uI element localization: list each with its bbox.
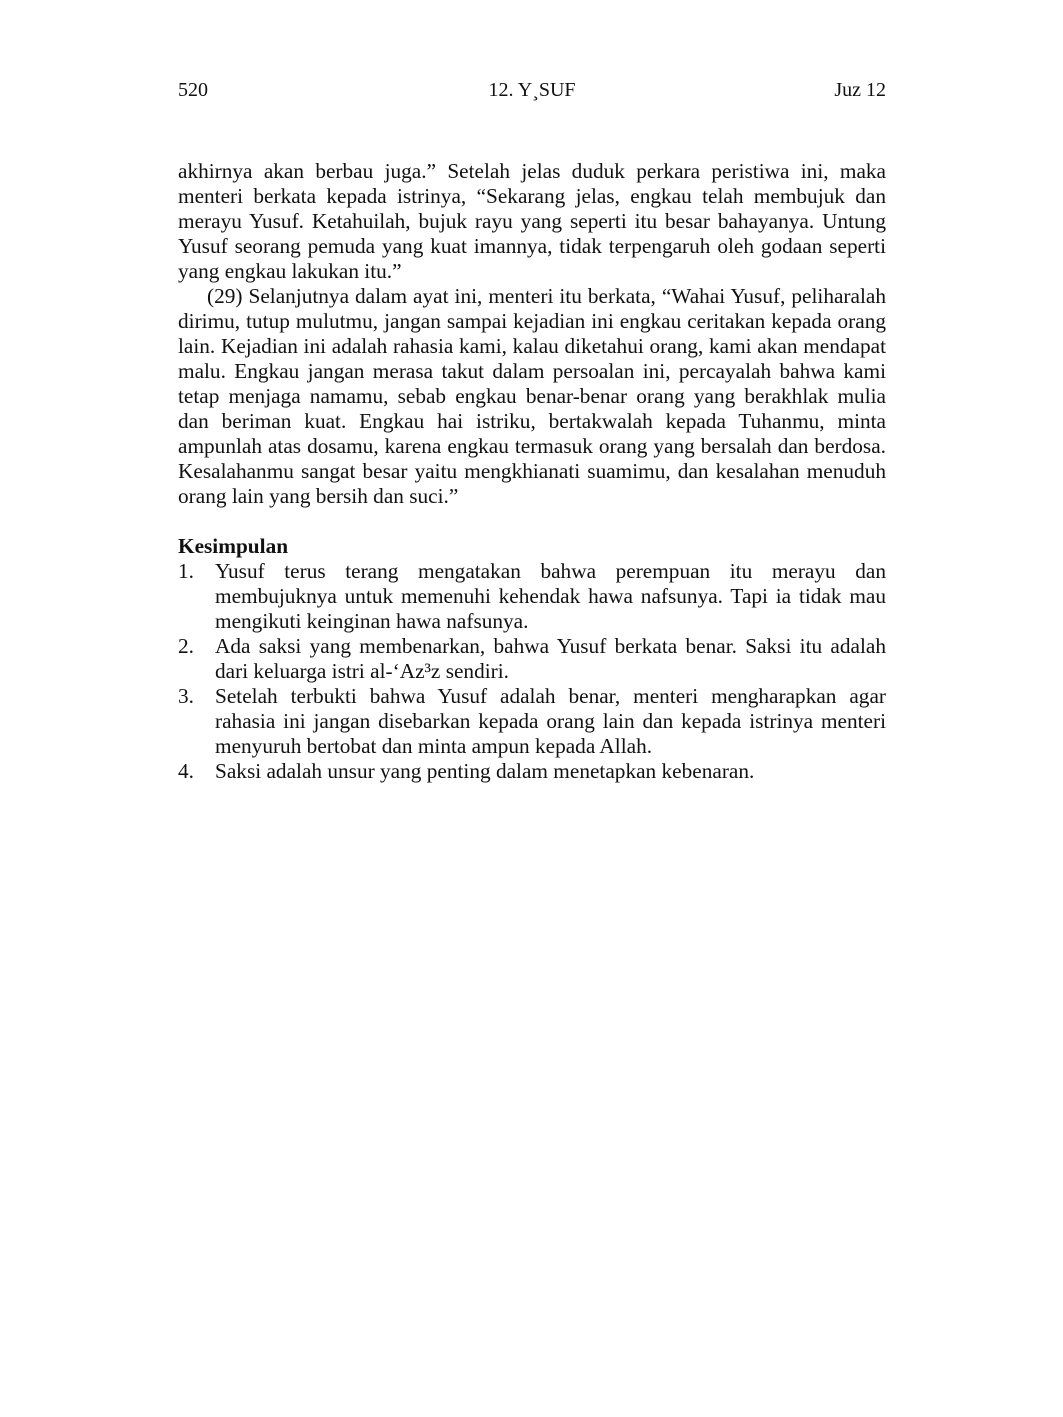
running-header (178, 76, 886, 104)
item-number: 2. (178, 634, 194, 658)
item-text: Ada saksi yang membenarkan, bahwa Yusuf berkata benar. Saksi itu adalah dari keluarga istri al-‘Az³z sendiri. (215, 634, 886, 683)
paragraph-verse-29: (29) Selanjutnya dalam ayat ini, menteri itu berkata, “Wahai Yusuf, peliharalah dirimu, tutup mulutmu, jangan sampai kejadian ini engkau ceritakan kepada orang lain. Kejadian ini adalah rahasia kami, kalau diketahui orang, kami akan mendapat malu. Engkau jangan merasa takut dalam persoalan ini, percayalah bahwa kami tetap menjaga namamu, sebab engkau benar-benar orang yang berakhlak mulia dan beriman kuat. Engkau hai istriku, bertakwalah kepada Tuhanmu, minta ampunlah atas dosamu, karena engkau termasuk orang yang bersalah dan berdosa. Kesalahanmu sangat besar yaitu mengkhianati suamimu, dan kesalahan menuduh orang lain yang bersih dan suci.” (178, 284, 886, 508)
paragraph-continuation: akhirnya akan berbau juga.” Setelah jelas duduk perkara peristiwa ini, maka menteri berkata kepada istrinya, “Sekarang jelas, engkau telah membujuk dan merayu Yusuf. Ketahuilah, bujuk rayu yang seperti itu besar bahayanya. Untung Yusuf seorang pemuda yang kuat imannya, tidak terpengaruh oleh godaan seperti yang engkau lakukan itu.” (178, 159, 886, 283)
page-number: 520 (178, 79, 208, 101)
conclusion-item (178, 634, 886, 684)
item-number: 3. (178, 684, 194, 708)
juz-label: Juz 12 (834, 79, 886, 101)
conclusion-item (178, 559, 886, 634)
conclusion-list (178, 559, 886, 784)
conclusion-item (178, 684, 886, 759)
item-text: Setelah terbukti bahwa Yusuf adalah benar, menteri mengharapkan agar rahasia ini jangan disebarkan kepada orang lain dan kepada istrinya menteri menyuruh bertobat dan minta ampun kepada Allah. (215, 684, 886, 758)
body-text (178, 159, 886, 784)
item-text: Yusuf terus terang mengatakan bahwa perempuan itu merayu dan membujuknya untuk memenuhi kehendak hawa nafsunya. Tapi ia tidak mau mengikuti keinginan hawa nafsunya. (215, 559, 886, 633)
conclusion-item (178, 759, 886, 784)
conclusion-heading: Kesimpulan (178, 534, 289, 558)
item-number: 1. (178, 559, 194, 583)
surah-title: 12. Y¸SUF (488, 79, 576, 101)
item-number: 4. (178, 759, 194, 783)
item-text: Saksi adalah unsur yang penting dalam menetapkan kebenaran. (215, 759, 755, 783)
